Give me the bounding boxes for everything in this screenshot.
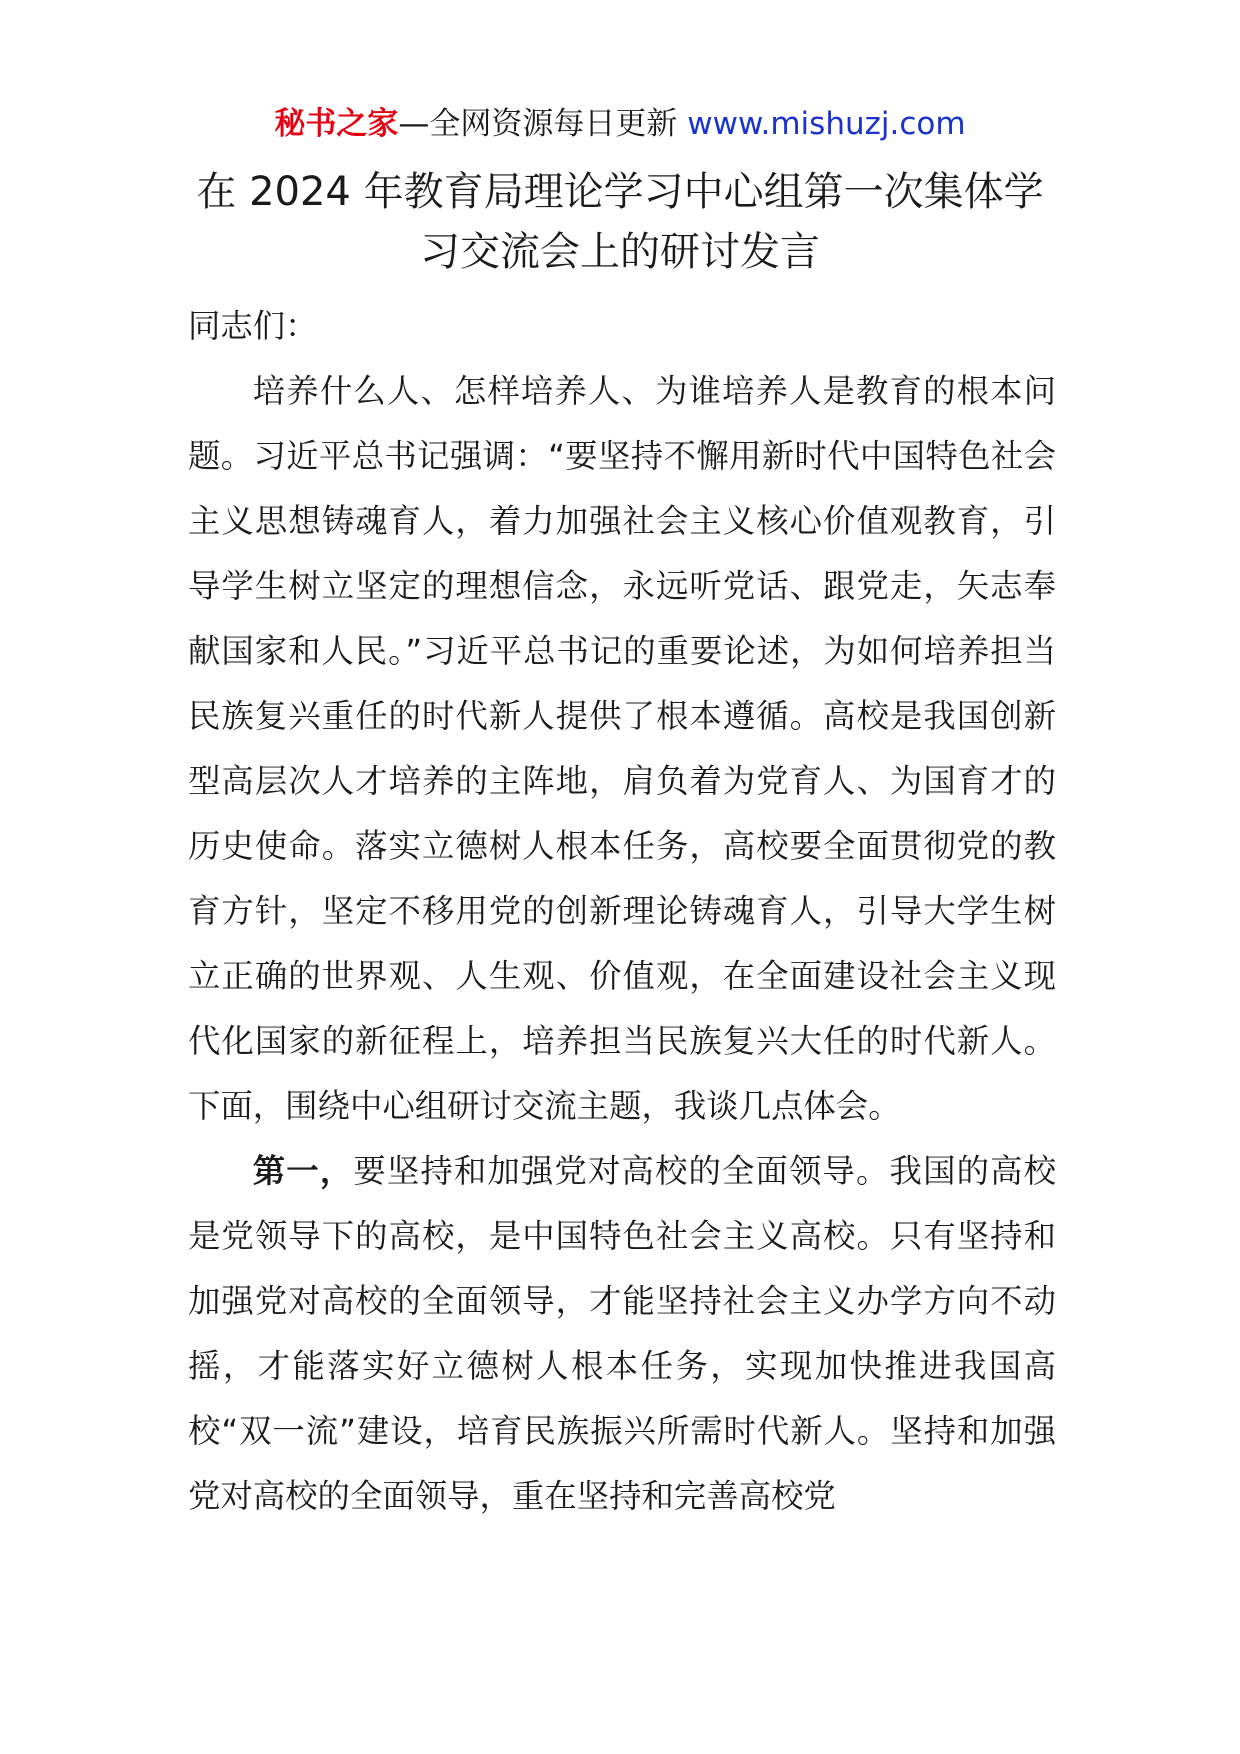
banner-tagline: —全网资源每日更新 bbox=[398, 106, 688, 142]
paragraph-intro: 培养什么人、怎样培养人、为谁培养人是教育的根本问题。习近平总书记强调：“要坚持不懈用新时代中国特色社会主义思想铸魂育人，着力加强社会主义核心价值观教育，引导学生树立坚定的理想信念，永远听党话、跟党走，矢志奉献国家和人民。”习近平总书记的重要论述，为如何培养担当民族复兴重任的时代新人提供了根本遵循。高校是我国创新型高层次人才培养的主阵地，肩负着为党育人、为国育才的历史使命。落实立德树人根本任务，高校要全面贯彻党的教育方针，坚定不移用党的创新理论铸魂育人，引导大学生树立正确的世界观、人生观、价值观，在全面建设社会主义现代化国家的新征程上，培养担当民族复兴大任的时代新人。下面，围绕中心组研讨交流主题，我谈几点体会。 bbox=[188, 372, 1056, 1125]
site-url[interactable]: www.mishuzj.com bbox=[687, 106, 966, 142]
salutation: 同志们： bbox=[188, 307, 318, 345]
title-line-1: 在 2024 年教育局理论学习中心组第一次集体学 bbox=[196, 169, 1044, 215]
brand-name: 秘书之家 bbox=[274, 106, 399, 142]
point-lead: 第一， bbox=[252, 1152, 354, 1190]
paragraph-first-point bbox=[188, 1139, 1056, 1529]
point-text: 要坚持和加强党对高校的全面领导。我国的高校是党领导下的高校，是中国特色社会主义高校。只有坚持和加强党对高校的全面领导，才能坚持社会主义办学方向不动摇，才能落实好立德树人根本任务，实现加快推进我国高校“双一流”建设，培育民族振兴所需时代新人。坚持和加强党对高校的全面领导，重在坚持和完善高校党 bbox=[188, 1152, 1057, 1515]
document-body bbox=[188, 294, 1056, 1529]
document-title bbox=[185, 162, 1055, 282]
title-line-2: 习交流会上的研讨发言 bbox=[420, 229, 820, 275]
site-banner bbox=[0, 104, 1240, 144]
